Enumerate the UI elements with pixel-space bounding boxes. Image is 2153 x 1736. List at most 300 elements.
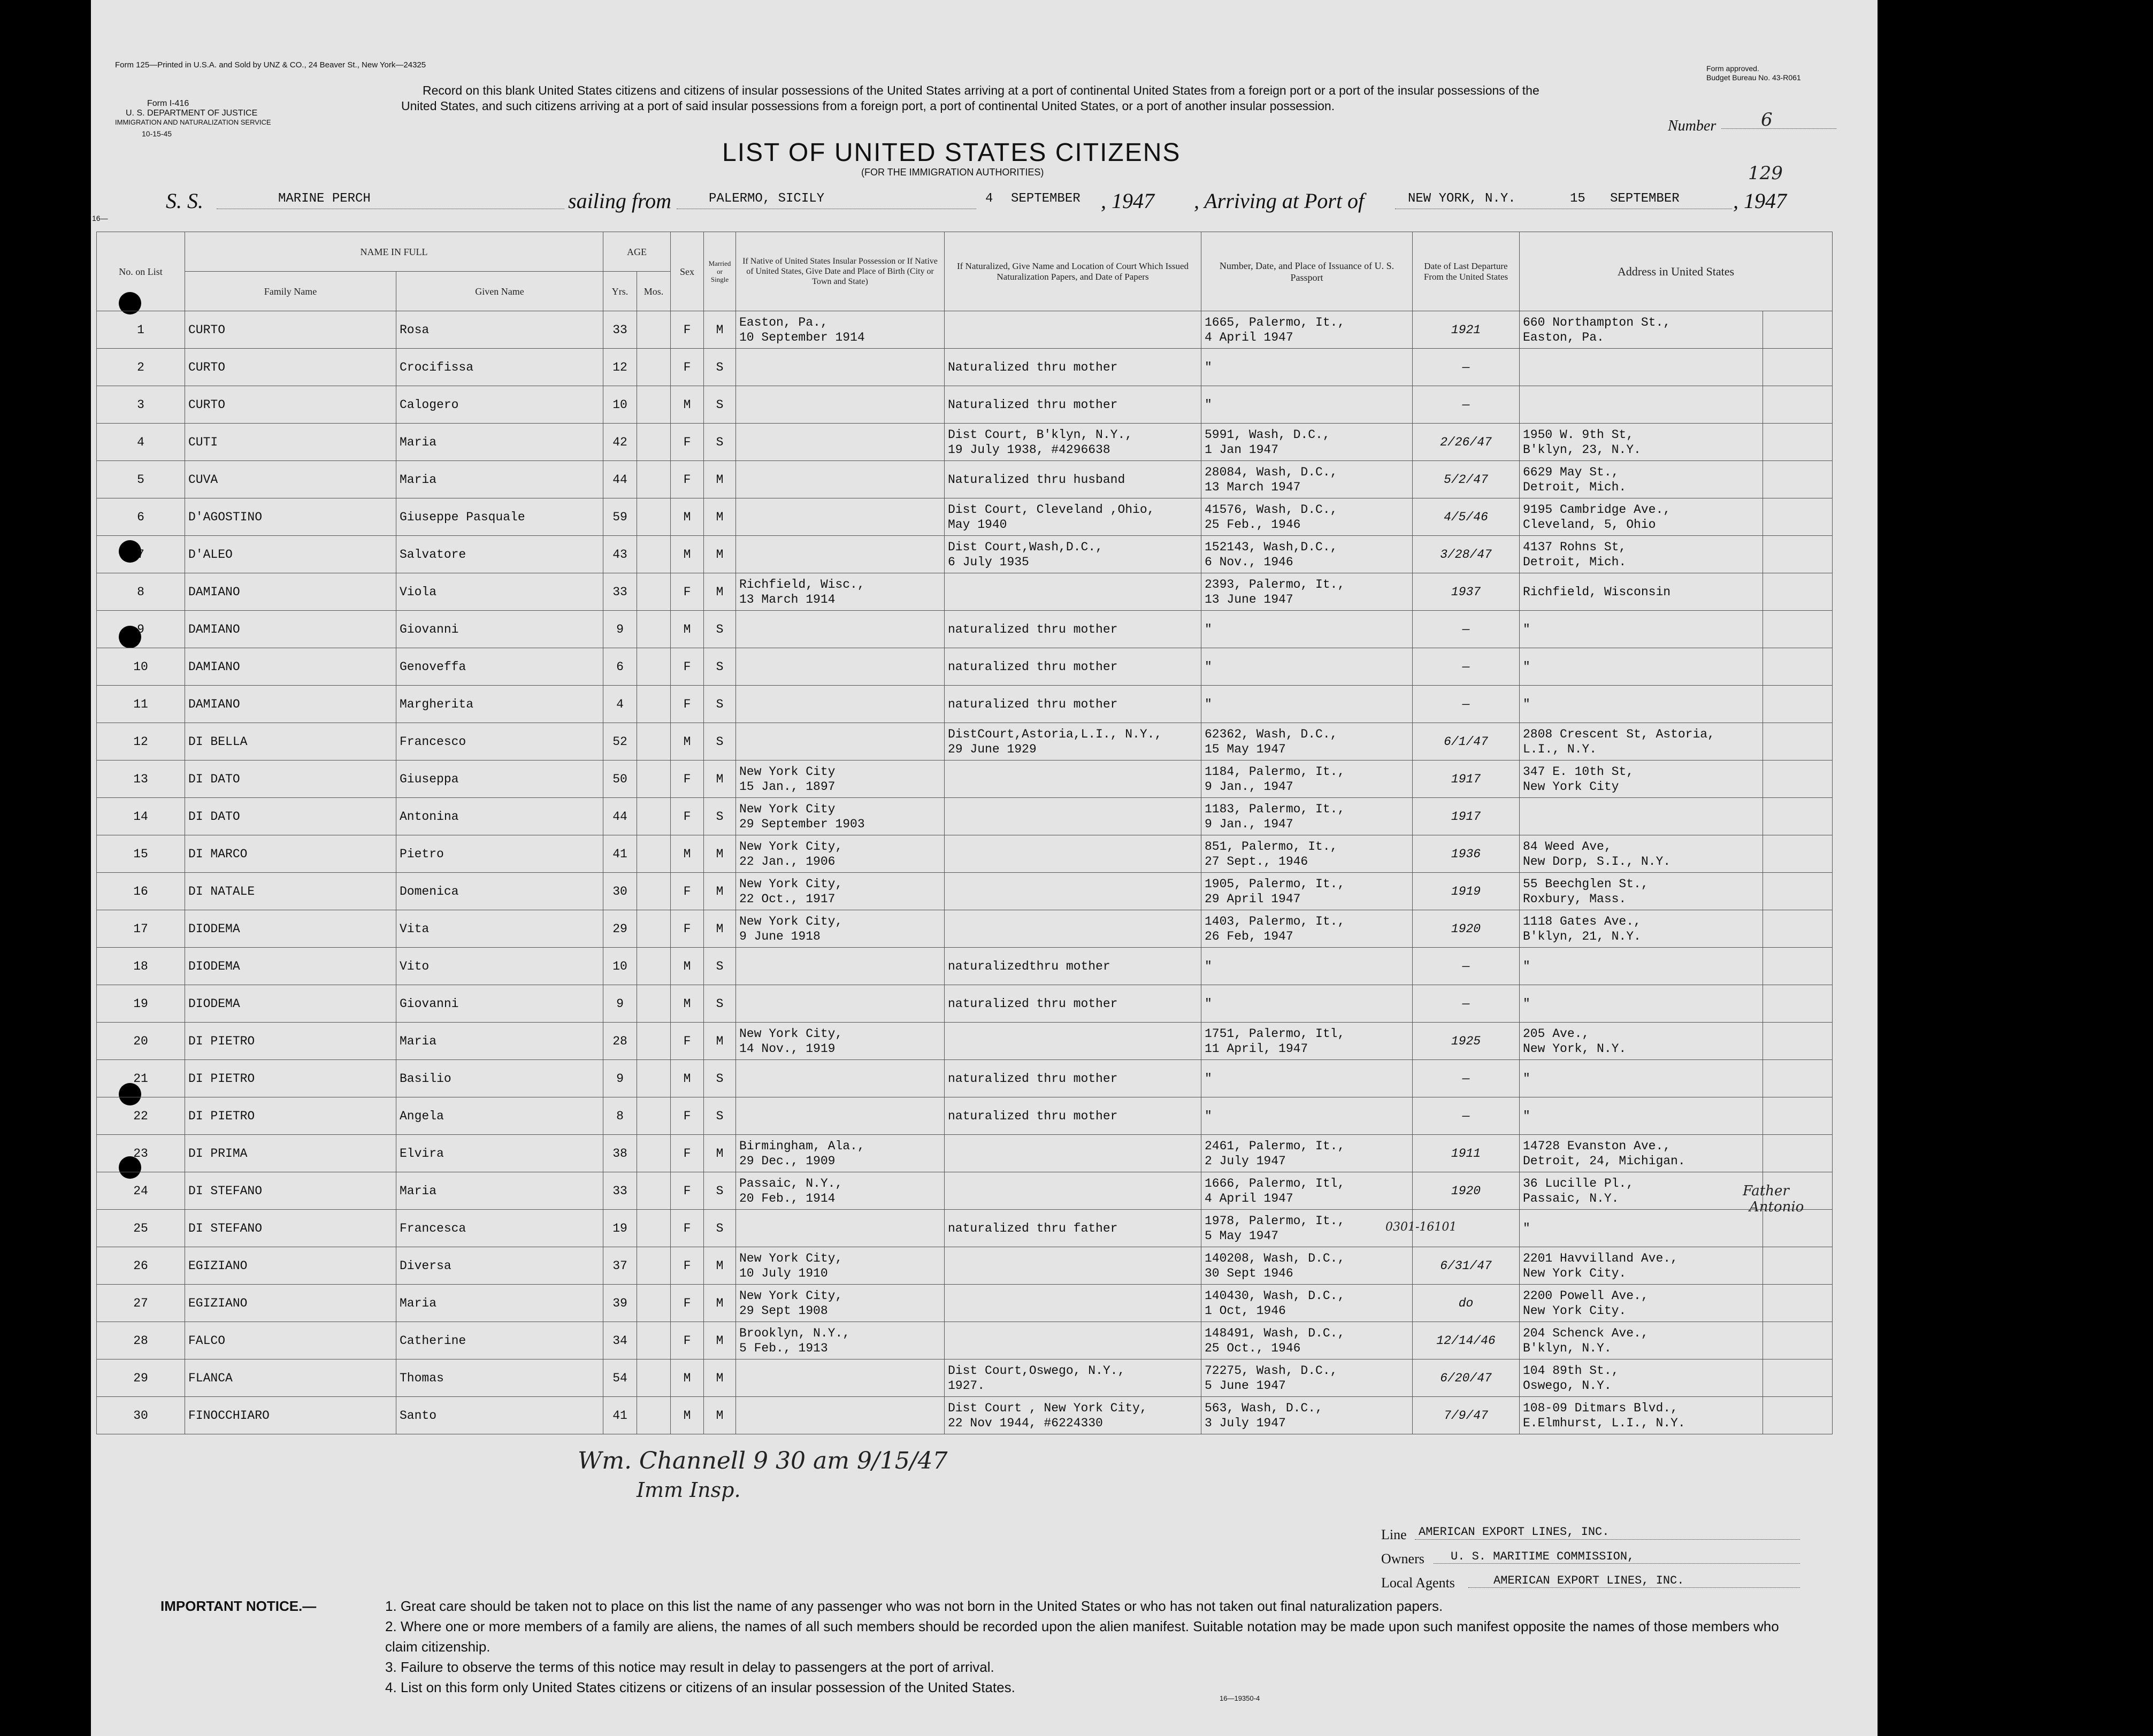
- passport-info: 563, Wash, D.C., 3 July 1947: [1201, 1397, 1413, 1434]
- row-number: 28: [97, 1322, 185, 1359]
- birth-info: [736, 424, 945, 461]
- given-name: Francesca: [396, 1210, 603, 1247]
- last-departure: 1937: [1413, 573, 1520, 611]
- birth-info: [736, 686, 945, 723]
- age-years: 33: [603, 311, 637, 349]
- row-number: 7: [97, 536, 185, 573]
- passport-info: ": [1201, 1097, 1413, 1135]
- sailing-label: sailing from: [568, 189, 671, 213]
- table-row: [97, 311, 1833, 349]
- marital-status: S: [704, 723, 736, 761]
- row-number: 22: [97, 1097, 185, 1135]
- approval-line-2: Budget Bureau No. 43-R061: [1706, 73, 1801, 82]
- family-name: DAMIANO: [185, 573, 396, 611]
- given-name: Vita: [396, 910, 603, 948]
- sex: M: [671, 498, 704, 536]
- passport-info: 1665, Palermo, It., 4 April 1947: [1201, 311, 1413, 349]
- last-departure: 4/5/46: [1413, 498, 1520, 536]
- row-number: 14: [97, 798, 185, 835]
- age-years: 39: [603, 1285, 637, 1322]
- owners-label: Owners: [1381, 1551, 1424, 1566]
- marital-status: S: [704, 611, 736, 648]
- last-departure: —: [1413, 386, 1520, 424]
- naturalization-info: naturalizedthru mother: [945, 948, 1201, 985]
- table-row: [97, 611, 1833, 648]
- address-extra: [1763, 1210, 1833, 1247]
- family-name: DI PIETRO: [185, 1060, 396, 1097]
- last-departure: —: [1413, 1060, 1520, 1097]
- birth-info: New York City 29 September 1903: [736, 798, 945, 835]
- table-row: [97, 686, 1833, 723]
- line-label: Line: [1381, 1527, 1407, 1542]
- naturalization-info: naturalized thru father: [945, 1210, 1201, 1247]
- family-name: EGIZIANO: [185, 1285, 396, 1322]
- row-number: 10: [97, 648, 185, 686]
- row-number: 13: [97, 761, 185, 798]
- number-line: [1721, 128, 1836, 129]
- sex: F: [671, 873, 704, 910]
- department: U. S. DEPARTMENT OF JUSTICE: [126, 109, 258, 118]
- address: 14728 Evanston Ave., Detroit, 24, Michigan.: [1520, 1135, 1763, 1172]
- passport-info: 28084, Wash, D.C., 13 March 1947: [1201, 461, 1413, 498]
- marital-status: S: [704, 985, 736, 1023]
- row-number: 18: [97, 948, 185, 985]
- passport-info: ": [1201, 648, 1413, 686]
- table-row: [97, 761, 1833, 798]
- naturalization-info: [945, 1322, 1201, 1359]
- notice-heading: IMPORTANT NOTICE.—: [160, 1598, 317, 1614]
- naturalization-info: Naturalized thru mother: [945, 349, 1201, 386]
- family-name: DI STEFANO: [185, 1210, 396, 1247]
- address-extra: [1763, 1060, 1833, 1097]
- age-years: 38: [603, 1135, 637, 1172]
- notice-item-1: 1. Great care should be taken not to place on this list the name of any passenger who was not born in the United States or who has not taken out final naturalization papers.: [385, 1598, 1443, 1614]
- given-name: Elvira: [396, 1135, 603, 1172]
- page-title: LIST OF UNITED STATES CITIZENS: [722, 139, 1181, 167]
- birth-info: [736, 349, 945, 386]
- family-name: DI MARCO: [185, 835, 396, 873]
- table-row: [97, 1322, 1833, 1359]
- naturalization-info: [945, 1135, 1201, 1172]
- address: 2200 Powell Ave., New York City.: [1520, 1285, 1763, 1322]
- given-name: Vito: [396, 948, 603, 985]
- header-naturalized: If Naturalized, Give Name and Location of Court Which Issued Naturalization Papers, and Date of Papers: [945, 232, 1201, 311]
- marital-status: M: [704, 573, 736, 611]
- row-number: 9: [97, 611, 185, 648]
- age-months: [637, 1247, 671, 1285]
- birth-info: [736, 723, 945, 761]
- address-extra: [1763, 873, 1833, 910]
- marital-status: S: [704, 948, 736, 985]
- given-name: Catherine: [396, 1322, 603, 1359]
- line-value: AMERICAN EXPORT LINES, INC.: [1419, 1525, 1610, 1539]
- age-years: 44: [603, 798, 637, 835]
- last-departure: 1920: [1413, 1172, 1520, 1210]
- passport-info: ": [1201, 611, 1413, 648]
- marital-status: M: [704, 536, 736, 573]
- notice-item-4: 4. List on this form only United States citizens or citizens of an insular possession of the United States.: [385, 1679, 1015, 1695]
- naturalization-info: [945, 1023, 1201, 1060]
- given-name: Calogero: [396, 386, 603, 424]
- table-row: [97, 424, 1833, 461]
- address: 1118 Gates Ave., B'klyn, 21, N.Y.: [1520, 910, 1763, 948]
- table-body: [97, 311, 1833, 1434]
- table-row: [97, 386, 1833, 424]
- birth-info: New York City, 14 Nov., 1919: [736, 1023, 945, 1060]
- given-name: Basilio: [396, 1060, 603, 1097]
- sex: F: [671, 798, 704, 835]
- age-months: [637, 1097, 671, 1135]
- given-name: Giovanni: [396, 611, 603, 648]
- age-years: 9: [603, 985, 637, 1023]
- sex: F: [671, 349, 704, 386]
- table-row: [97, 1172, 1833, 1210]
- header-no: No. on List: [97, 232, 185, 311]
- address-extra: [1763, 1322, 1833, 1359]
- age-years: 10: [603, 386, 637, 424]
- age-years: 43: [603, 536, 637, 573]
- row-number: 30: [97, 1397, 185, 1434]
- age-years: 6: [603, 648, 637, 686]
- age-months: [637, 648, 671, 686]
- given-name: Domenica: [396, 873, 603, 910]
- arrival-port: NEW YORK, N.Y.: [1408, 191, 1516, 206]
- ss-label: S. S.: [166, 189, 203, 213]
- age-months: [637, 311, 671, 349]
- age-months: [637, 424, 671, 461]
- address: [1520, 386, 1763, 424]
- local-agents-underline: [1468, 1587, 1800, 1588]
- notice-item-2: 2. Where one or more members of a family are aliens, the names of all such members should be recorded upon the alien manifest. Suitable notation may be made upon such manifest opposite the names of those members who claim citizenship.: [385, 1618, 1779, 1655]
- last-departure: —: [1413, 686, 1520, 723]
- address-extra: [1763, 761, 1833, 798]
- family-name: EGIZIANO: [185, 1247, 396, 1285]
- header-age: AGE: [603, 232, 671, 272]
- passport-info: ": [1201, 948, 1413, 985]
- sex: F: [671, 1210, 704, 1247]
- passport-info: 1751, Palermo, Itl, 11 April, 1947: [1201, 1023, 1413, 1060]
- age-months: [637, 573, 671, 611]
- birth-info: [736, 536, 945, 573]
- age-months: [637, 910, 671, 948]
- age-months: [637, 498, 671, 536]
- table-row: [97, 835, 1833, 873]
- passport-info: 1978, Palermo, It., 5 May 1947: [1201, 1210, 1413, 1247]
- address: ": [1520, 1210, 1763, 1247]
- birth-info: [736, 498, 945, 536]
- passport-info: ": [1201, 985, 1413, 1023]
- given-name: Viola: [396, 573, 603, 611]
- age-months: [637, 948, 671, 985]
- passport-info: ": [1201, 1060, 1413, 1097]
- birth-info: Birmingham, Ala., 29 Dec., 1909: [736, 1135, 945, 1172]
- age-years: 19: [603, 1210, 637, 1247]
- address: ": [1520, 686, 1763, 723]
- address: ": [1520, 611, 1763, 648]
- age-months: [637, 1060, 671, 1097]
- age-years: 52: [603, 723, 637, 761]
- age-years: 41: [603, 835, 637, 873]
- sex: F: [671, 461, 704, 498]
- family-name: D'ALEO: [185, 536, 396, 573]
- table-row: [97, 1060, 1833, 1097]
- table-row: [97, 798, 1833, 835]
- address-extra: [1763, 311, 1833, 349]
- marital-status: M: [704, 311, 736, 349]
- family-name: CURTO: [185, 311, 396, 349]
- ship-name: MARINE PERCH: [278, 191, 371, 206]
- table-row: [97, 648, 1833, 686]
- naturalization-info: Dist Court, Cleveland ,Ohio, May 1940: [945, 498, 1201, 536]
- sex: M: [671, 835, 704, 873]
- sex: F: [671, 1172, 704, 1210]
- age-months: [637, 686, 671, 723]
- birth-info: New York City, 22 Jan., 1906: [736, 835, 945, 873]
- address-extra: [1763, 461, 1833, 498]
- table-row: [97, 1359, 1833, 1397]
- last-departure: —: [1413, 648, 1520, 686]
- age-years: 12: [603, 349, 637, 386]
- given-name: Margherita: [396, 686, 603, 723]
- address: 6629 May St., Detroit, Mich.: [1520, 461, 1763, 498]
- family-name: DI NATALE: [185, 873, 396, 910]
- age-years: 33: [603, 1172, 637, 1210]
- approval-line-1: Form approved.: [1706, 64, 1759, 73]
- departure-year: , 1947: [1101, 189, 1154, 213]
- address-extra: [1763, 1359, 1833, 1397]
- last-departure: 1917: [1413, 761, 1520, 798]
- header-sex: Sex: [671, 232, 704, 311]
- row-number: 19: [97, 985, 185, 1023]
- passport-info: ": [1201, 386, 1413, 424]
- marital-status: S: [704, 686, 736, 723]
- family-name: DIODEMA: [185, 985, 396, 1023]
- last-departure: 1921: [1413, 311, 1520, 349]
- header-native: If Native of United States Insular Possession or If Native of United States, Give Date and Place of Birth (City or Town and State): [736, 232, 945, 311]
- family-name: DI DATO: [185, 798, 396, 835]
- last-departure: 6/1/47: [1413, 723, 1520, 761]
- address-extra: [1763, 1285, 1833, 1322]
- address-extra: [1763, 1397, 1833, 1434]
- address: [1520, 798, 1763, 835]
- given-name: Maria: [396, 424, 603, 461]
- last-departure: 1911: [1413, 1135, 1520, 1172]
- row-number: 8: [97, 573, 185, 611]
- sex: F: [671, 1135, 704, 1172]
- header-married: Married or Single: [704, 232, 736, 311]
- age-months: [637, 985, 671, 1023]
- address-extra: [1763, 611, 1833, 648]
- age-months: [637, 349, 671, 386]
- last-departure: 1920: [1413, 910, 1520, 948]
- table-row: [97, 723, 1833, 761]
- sex: F: [671, 424, 704, 461]
- marital-status: M: [704, 835, 736, 873]
- table-row: [97, 948, 1833, 985]
- last-departure: —: [1413, 349, 1520, 386]
- age-months: [637, 461, 671, 498]
- row-number: 27: [97, 1285, 185, 1322]
- address-extra: [1763, 1135, 1833, 1172]
- given-name: Giovanni: [396, 985, 603, 1023]
- age-years: 33: [603, 573, 637, 611]
- naturalization-info: [945, 910, 1201, 948]
- header-family-name: Family Name: [185, 272, 396, 311]
- age-months: [637, 723, 671, 761]
- naturalization-info: Dist Court , New York City, 22 Nov 1944, #6224330: [945, 1397, 1201, 1434]
- row-number: 16: [97, 873, 185, 910]
- given-name: Maria: [396, 1285, 603, 1322]
- passport-info: ": [1201, 349, 1413, 386]
- printer-line: Form 125—Printed in U.S.A. and Sold by UNZ & CO., 24 Beaver St., New York—24325: [115, 60, 426, 70]
- marital-status: M: [704, 498, 736, 536]
- last-departure: 1936: [1413, 835, 1520, 873]
- given-name: Giuseppa: [396, 761, 603, 798]
- address: ": [1520, 1097, 1763, 1135]
- arrival-day: 15: [1570, 191, 1585, 206]
- row-number: 3: [97, 386, 185, 424]
- address: 660 Northampton St., Easton, Pa.: [1520, 311, 1763, 349]
- address-extra: [1763, 536, 1833, 573]
- citizens-table: [96, 232, 1833, 1434]
- address: ": [1520, 648, 1763, 686]
- sex: F: [671, 1322, 704, 1359]
- birth-info: [736, 1397, 945, 1434]
- address-extra: [1763, 1023, 1833, 1060]
- marital-status: M: [704, 1322, 736, 1359]
- family-name: DAMIANO: [185, 648, 396, 686]
- sex: F: [671, 1023, 704, 1060]
- row-number: 25: [97, 1210, 185, 1247]
- table-row: [97, 461, 1833, 498]
- age-years: 4: [603, 686, 637, 723]
- passport-info: 148491, Wash, D.C., 25 Oct., 1946: [1201, 1322, 1413, 1359]
- header-given-name: Given Name: [396, 272, 603, 311]
- naturalization-info: [945, 1285, 1201, 1322]
- marital-status: M: [704, 1247, 736, 1285]
- given-name: Pietro: [396, 835, 603, 873]
- departure-day: 4: [985, 191, 993, 206]
- given-name: Salvatore: [396, 536, 603, 573]
- table-row: [97, 910, 1833, 948]
- age-years: 34: [603, 1322, 637, 1359]
- naturalization-info: naturalized thru mother: [945, 648, 1201, 686]
- address: ": [1520, 985, 1763, 1023]
- local-agents-value: AMERICAN EXPORT LINES, INC.: [1493, 1574, 1684, 1587]
- row-number: 26: [97, 1247, 185, 1285]
- age-months: [637, 761, 671, 798]
- sex: M: [671, 1359, 704, 1397]
- row-number: 21: [97, 1060, 185, 1097]
- birth-info: Easton, Pa., 10 September 1914: [736, 311, 945, 349]
- birth-info: [736, 611, 945, 648]
- age-months: [637, 798, 671, 835]
- important-notice: [160, 1596, 1808, 1697]
- family-name: CURTO: [185, 386, 396, 424]
- naturalization-info: DistCourt,Astoria,L.I., N.Y., 29 June 1929: [945, 723, 1201, 761]
- passport-info: 2393, Palermo, It., 13 June 1947: [1201, 573, 1413, 611]
- family-name: CUTI: [185, 424, 396, 461]
- age-months: [637, 1210, 671, 1247]
- passport-info: 851, Palermo, It., 27 Sept., 1946: [1201, 835, 1413, 873]
- given-name: Thomas: [396, 1359, 603, 1397]
- address: 1950 W. 9th St, B'klyn, 23, N.Y.: [1520, 424, 1763, 461]
- address-extra: [1763, 985, 1833, 1023]
- form-instructions: Record on this blank United States citizens and citizens of insular possessions of the United States arriving at a port of continental United States from a foreign port or a port of the insular possessions of the United States, and such citizens arriving at a port of said insular possessions from a foreign port, a port of continental United States, or a port of another insular possession.: [401, 83, 1539, 113]
- birth-info: Passaic, N.Y., 20 Feb., 1914: [736, 1172, 945, 1210]
- header-departure: Date of Last Departure From the United States: [1413, 232, 1520, 311]
- header-passport: Number, Date, and Place of Issuance of U. S. Passport: [1201, 232, 1413, 311]
- row-number: 5: [97, 461, 185, 498]
- owners-value: U. S. MARITIME COMMISSION,: [1451, 1550, 1635, 1563]
- passport-info: 41576, Wash, D.C., 25 Feb., 1946: [1201, 498, 1413, 536]
- service: IMMIGRATION AND NATURALIZATION SERVICE: [115, 118, 271, 126]
- address: ": [1520, 1060, 1763, 1097]
- family-name: FLANCA: [185, 1359, 396, 1397]
- naturalization-info: [945, 835, 1201, 873]
- sex: F: [671, 686, 704, 723]
- naturalization-info: Naturalized thru husband: [945, 461, 1201, 498]
- age-months: [637, 835, 671, 873]
- given-name: Angela: [396, 1097, 603, 1135]
- table-row: [97, 1135, 1833, 1172]
- given-name: Santo: [396, 1397, 603, 1434]
- address-extra: [1763, 798, 1833, 835]
- birth-info: Richfield, Wisc., 13 March 1914: [736, 573, 945, 611]
- row-number: 23: [97, 1135, 185, 1172]
- last-departure: 12/14/46: [1413, 1322, 1520, 1359]
- address: 347 E. 10th St, New York City: [1520, 761, 1763, 798]
- age-years: 29: [603, 910, 637, 948]
- family-name: FINOCCHIARO: [185, 1397, 396, 1434]
- given-name: Francesco: [396, 723, 603, 761]
- marital-status: S: [704, 424, 736, 461]
- naturalization-info: naturalized thru mother: [945, 985, 1201, 1023]
- age-months: [637, 1135, 671, 1172]
- number-value: 6: [1761, 109, 1773, 130]
- address: 2201 Havvilland Ave., New York City.: [1520, 1247, 1763, 1285]
- passport-info: 1666, Palermo, Itl, 4 April 1947: [1201, 1172, 1413, 1210]
- birth-info: [736, 1359, 945, 1397]
- family-name: CURTO: [185, 349, 396, 386]
- table-row: [97, 1397, 1833, 1434]
- address-extra: [1763, 386, 1833, 424]
- marital-status: S: [704, 386, 736, 424]
- header-mos: Mos.: [637, 272, 671, 311]
- age-years: 37: [603, 1247, 637, 1285]
- address: 55 Beechglen St., Roxbury, Mass.: [1520, 873, 1763, 910]
- passport-info: 1905, Palermo, It., 29 April 1947: [1201, 873, 1413, 910]
- marital-status: M: [704, 873, 736, 910]
- given-name: Maria: [396, 1172, 603, 1210]
- header-yrs: Yrs.: [603, 272, 637, 311]
- row-number: 29: [97, 1359, 185, 1397]
- row-number: 11: [97, 686, 185, 723]
- naturalization-info: [945, 311, 1201, 349]
- row24-note-name: Antonio: [1749, 1199, 1804, 1215]
- passport-info: 62362, Wash, D.C., 15 May 1947: [1201, 723, 1413, 761]
- sex: F: [671, 311, 704, 349]
- family-name: FALCO: [185, 1322, 396, 1359]
- address: Richfield, Wisconsin: [1520, 573, 1763, 611]
- sex: F: [671, 1097, 704, 1135]
- sailing-from: PALERMO, SICILY: [709, 191, 825, 206]
- sex: M: [671, 985, 704, 1023]
- age-months: [637, 1397, 671, 1434]
- passport-info: 5991, Wash, D.C., 1 Jan 1947: [1201, 424, 1413, 461]
- address-extra: [1763, 424, 1833, 461]
- given-name: Maria: [396, 1023, 603, 1060]
